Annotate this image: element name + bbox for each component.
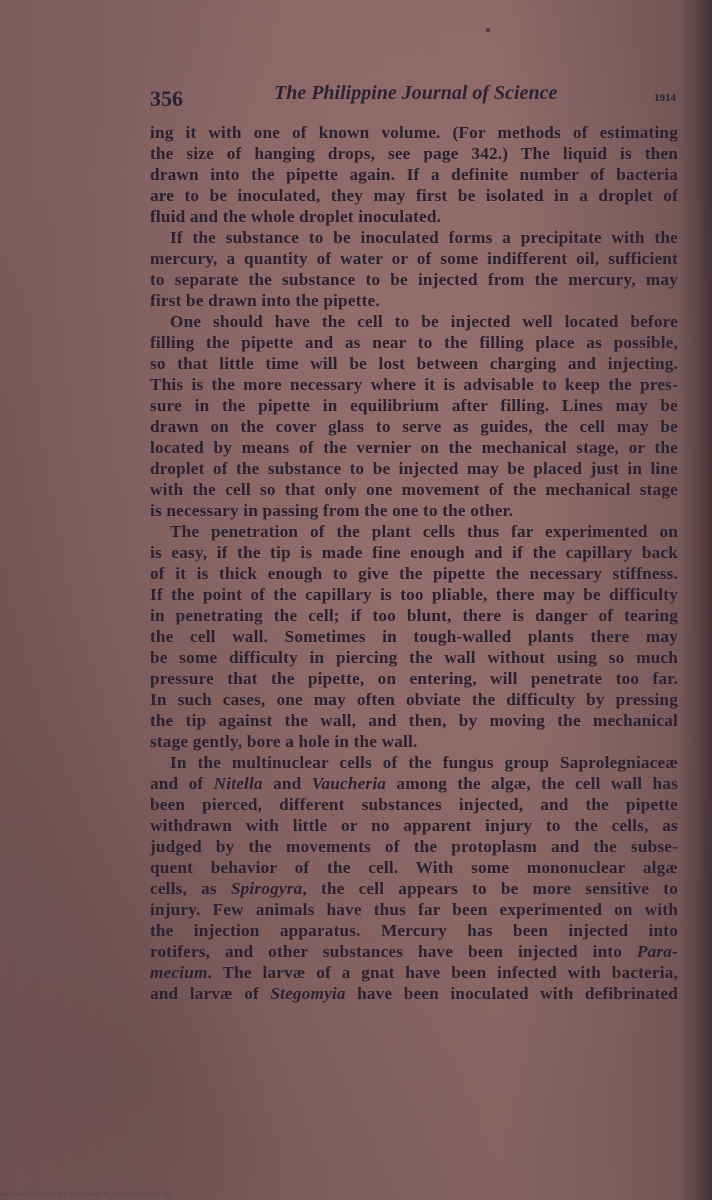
- text-line: first be drawn into the pipette.: [150, 291, 380, 310]
- text-line: the size of hanging drops, see page 342.) The liquid is then: [150, 144, 678, 163]
- text-line: The penetration of the plant cells thus far experimented on: [170, 522, 678, 541]
- text-line: pressure that the pipette, on entering, will penetrate too far.: [150, 669, 678, 688]
- text-line: are to be inoculated, they may first be isolated in a droplet of: [150, 186, 678, 205]
- text-line: filling the pipette and as near to the filling place as possible,: [150, 333, 678, 352]
- text-line: and of Nitella and Vaucheria among the algæ, the cell wall has: [150, 774, 678, 793]
- text-line: is easy, if the tip is made fine enough and if the capillary back: [150, 543, 678, 562]
- page-number: 356: [150, 86, 183, 111]
- text-line: of it is thick enough to give the pipette the necessary stiffness.: [150, 564, 678, 583]
- text-line: One should have the cell to be injected well located before: [170, 312, 678, 331]
- text-line: In such cases, one may often obviate the difficulty by pressing: [150, 690, 678, 709]
- paragraph-5: [150, 752, 678, 1004]
- text-line: with the cell so that only one movement of the mechanical stage: [150, 480, 678, 499]
- text-line: so that little time will be lost between charging and injecting.: [150, 354, 678, 373]
- text-line: in penetrating the cell; if too blunt, there is danger of tearing: [150, 606, 678, 625]
- text-line: quent behavior of the cell. With some mononuclear algæ: [150, 858, 678, 877]
- text-line: be some difficulty in piercing the wall without using so much: [150, 648, 678, 667]
- text-line: rotifers, and other substances have been injected into Para-: [150, 942, 678, 961]
- text-line: mercury, a quantity of water or of some indifferent oil, sufficient: [150, 249, 678, 268]
- text-line: sure in the pipette in equilibrium after filling. Lines may be: [150, 396, 678, 415]
- body-text: [150, 122, 678, 1004]
- paper-speck: [486, 28, 490, 32]
- journal-title: The Philippine Journal of Science: [274, 82, 558, 104]
- text-line: withdrawn with little or no apparent injury to the cells, as: [150, 816, 678, 835]
- paragraph-2: [150, 227, 678, 311]
- text-line: mecium. The larvæ of a gnat have been infected with bacteria,: [150, 963, 678, 982]
- text-line: is necessary in passing from the one to the other.: [150, 501, 514, 520]
- text-line: If the substance to be inoculated forms a precipitate with the: [170, 228, 678, 247]
- paragraph-1: [150, 122, 678, 227]
- page-header: [150, 80, 680, 114]
- publication-year: 1914: [654, 92, 676, 104]
- text-line: drawn on the cover glass to serve as guides, the cell may be: [150, 417, 678, 436]
- text-line: If the point of the capillary is too pliable, there may be difficulty: [150, 585, 678, 604]
- text-line: the cell wall. Sometimes in tough-walled plants there may: [150, 627, 678, 646]
- text-line: droplet of the substance to be injected may be placed just in line: [150, 459, 678, 478]
- paragraph-4: [150, 521, 678, 752]
- text-line: the injection apparatus. Mercury has been injected into: [150, 921, 678, 940]
- scan-footer-mark: National Library of the Philippines NLPH-000 |||||| 000 ||||: [0, 1191, 171, 1198]
- text-line: ing it with one of known volume. (For methods of estimating: [150, 123, 678, 142]
- text-line: and larvæ of Stegomyia have been inoculated with defibrinated: [150, 984, 678, 1003]
- text-line: judged by the movements of the protoplasm and the subse-: [150, 837, 678, 856]
- text-line: to separate the substance to be injected from the mercury, may: [150, 270, 678, 289]
- paragraph-3: [150, 311, 678, 521]
- text-line: In the multinuclear cells of the fungus group Saprolegniaceæ: [170, 753, 678, 772]
- page-edge-shadow: [678, 0, 712, 1200]
- text-line: cells, as Spirogyra, the cell appears to be more sensitive to: [150, 879, 678, 898]
- text-line: drawn into the pipette again. If a definite number of bacteria: [150, 165, 678, 184]
- text-line: This is the more necessary where it is advisable to keep the pres-: [150, 375, 678, 394]
- text-line: fluid and the whole droplet inoculated.: [150, 207, 442, 226]
- text-line: stage gently, bore a hole in the wall.: [150, 732, 418, 751]
- text-line: injury. Few animals have thus far been experimented on with: [150, 900, 678, 919]
- text-line: been pierced, different substances injected, and the pipette: [150, 795, 678, 814]
- text-line: located by means of the vernier on the mechanical stage, or the: [150, 438, 678, 457]
- text-line: the tip against the wall, and then, by moving the mechanical: [150, 711, 678, 730]
